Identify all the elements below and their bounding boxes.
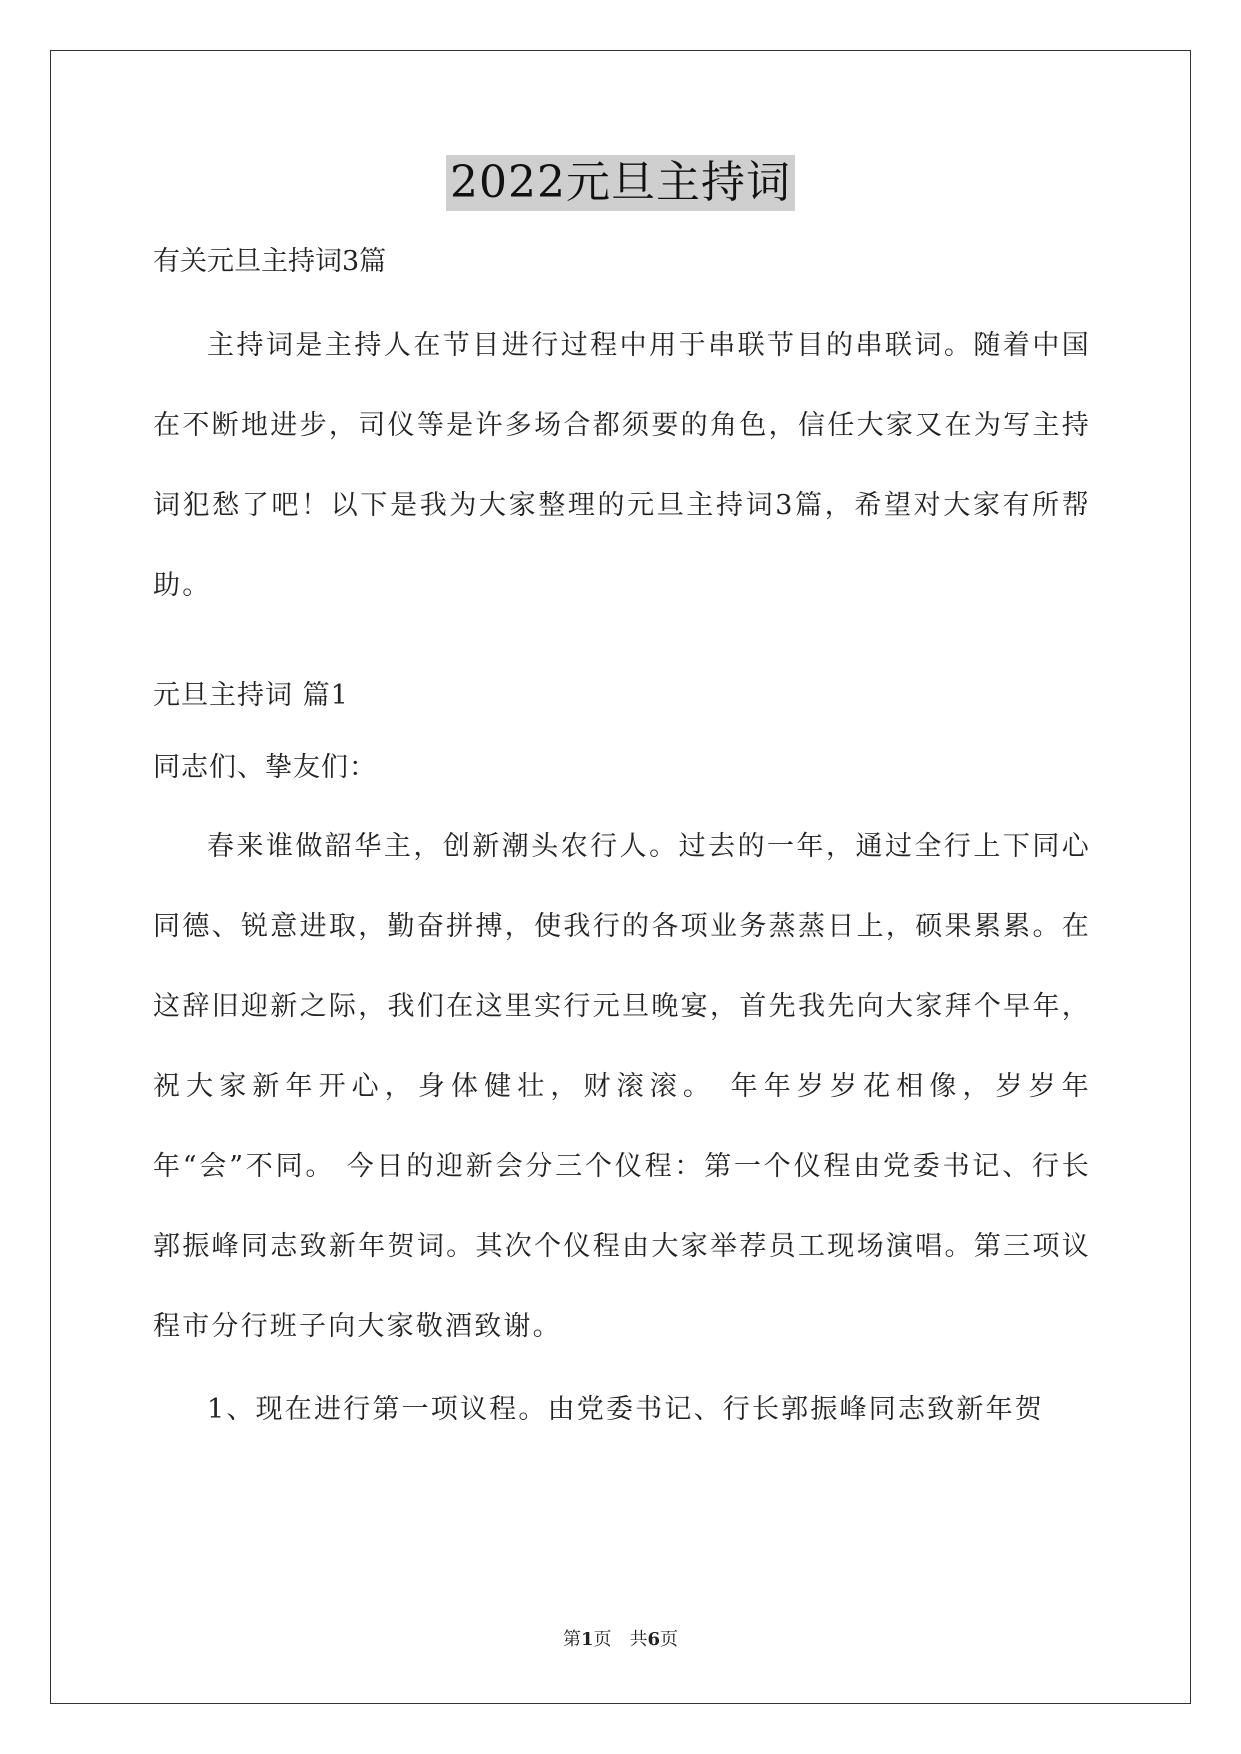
body-paragraph: 春来谁做韶华主，创新潮头农行人。过去的一年，通过全行上下同心同德、锐意进取，勤奋拼搏，使我行的各项业务蒸蒸日上，硕果累累。在这辞旧迎新之际，我们在这里实行元旦晚宴，首先我先向大家拜个早年，祝大家新年开心，身体健壮，财滚滚。 年年岁岁花相像，岁岁年年“会”不同。 今日的迎新会分三个仪程：第一个仪程由党委书记、行长郭振峰同志致新年贺词。其次个仪程由大家举荐员工现场演唱。第三项议程市分行班子向大家敬酒致谢。 bbox=[153, 831, 1091, 1342]
footer-total-pages: 6 bbox=[647, 1629, 661, 1650]
document-subtitle: 有关元旦主持词3篇 bbox=[153, 246, 387, 277]
footer-mid: 页 共 bbox=[593, 1629, 648, 1650]
salutation: 同志们、挚友们： bbox=[153, 752, 377, 783]
page-footer bbox=[0, 1628, 1241, 1652]
footer-prefix: 第 bbox=[562, 1629, 581, 1650]
intro-paragraph: 主持词是主持人在节目进行过程中用于串联节目的串联词。随着中国在不断地进步，司仪等是许多场合都须要的角色，信任大家又在为写主持词犯愁了吧！以下是我为大家整理的元旦主持词3篇，希望对大家有所帮助。 bbox=[153, 330, 1091, 601]
title-wrap bbox=[0, 155, 1241, 211]
item-block bbox=[153, 1370, 1091, 1450]
section-heading: 元旦主持词 篇1 bbox=[153, 680, 349, 711]
item-1: 1、现在进行第一项议程。由党委书记、行长郭振峰同志致新年贺 bbox=[207, 1394, 1044, 1425]
body-block bbox=[153, 807, 1091, 1367]
intro-block bbox=[153, 306, 1091, 626]
footer-suffix: 页 bbox=[660, 1629, 679, 1650]
document-title: 2022元旦主持词 bbox=[446, 155, 795, 211]
footer-page-number: 1 bbox=[580, 1629, 594, 1650]
